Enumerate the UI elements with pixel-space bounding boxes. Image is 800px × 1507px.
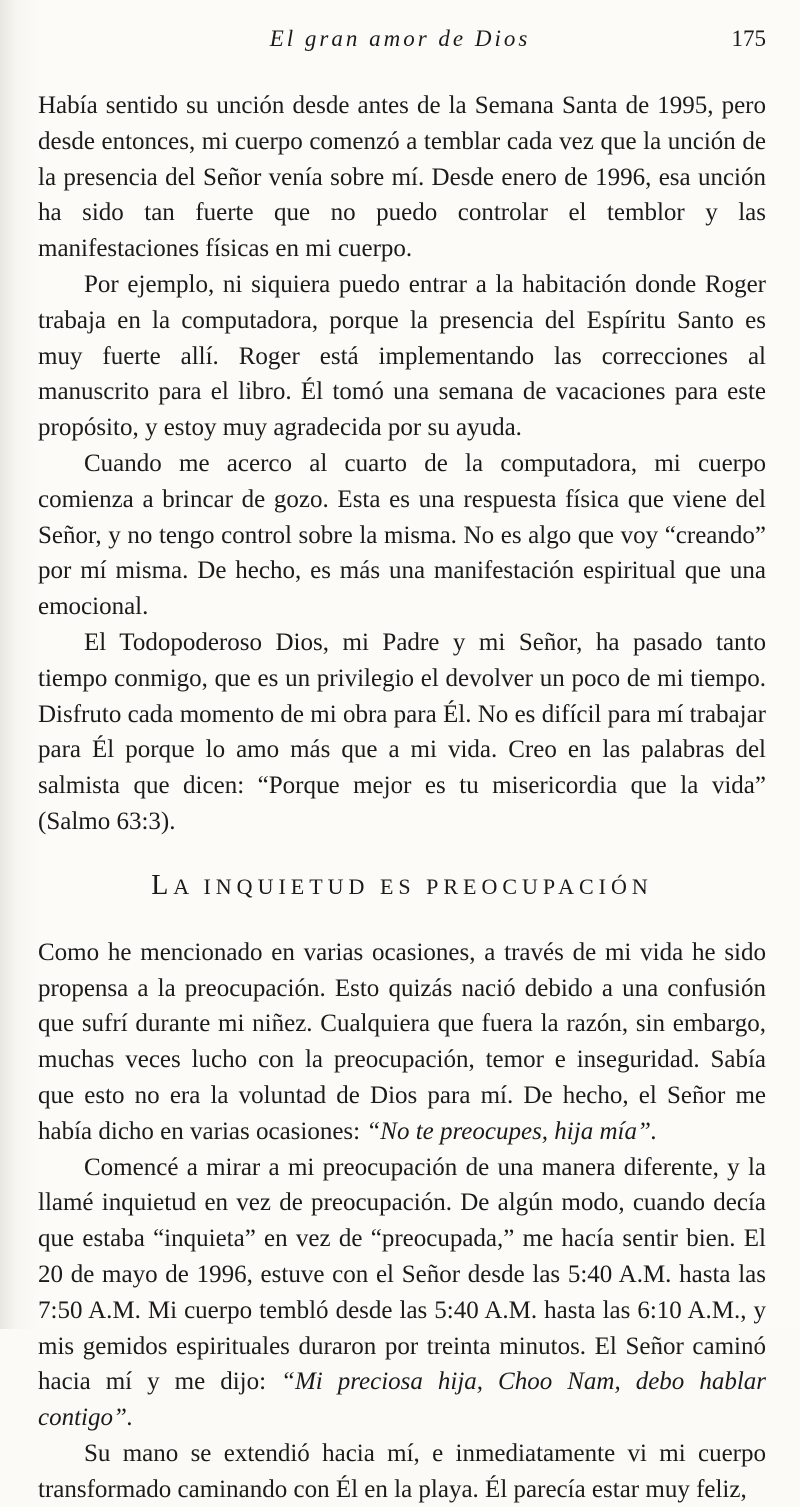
paragraph: Su mano se extendió hacia mí, e inmediatamente vi mi cuerpo transformado caminando con Él en la playa. Él parecía estar muy feliz, (38, 1439, 766, 1503)
quote: “Mi preciosa hija, Choo Nam, debo hablar contigo”. (38, 1368, 766, 1432)
paragraph: Por ejemplo, ni siquiera puedo entrar a la habitación donde Roger trabaja en la computadora, porque la presencia del Espíritu Santo es muy fuerte allí. Roger está implementando las correcciones al manuscrito para el libro. Él tomó una semana de vacaciones para este propósito, y estoy muy agradecida por su ayuda. (38, 270, 766, 442)
heading-rest: A INQUIETUD ES PREOCUPACIÓN (173, 873, 653, 899)
paragraph (38, 935, 766, 1150)
paragraph: Había sentido su unción desde antes de la Semana Santa de 1995, pero desde entonces, mi cuerpo comenzó a temblar cada vez que la unción de la presencia del Señor venía sobre mí. Desde enero de 1996, esa unción ha sido tan fuerte que no puedo controlar el temblor y las manifestaciones físicas en mi cuerpo. (38, 92, 766, 263)
paragraph-text: Como he mencionado en varias ocasiones, a través de mi vida he sido propensa a la preocupación. Esto quizás nació debido a una confusión que sufrí durante mi niñez. Cualquiera que fuera la razón, sin embargo, muchas veces lucho con la preocupación, temor e inseguridad. Sabía que esto no era la voluntad de Dios para mí. De hecho, el Señor me había dicho en varias ocasiones: (38, 938, 766, 1145)
quote: “No te preocupes, hija mía”. (366, 1117, 658, 1145)
paragraph: Cuando me acerco al cuarto de la computadora, mi cuerpo comienza a brincar de gozo. Esta es una respuesta física que viene del Señor, y no tengo control sobre la misma. No es algo que voy “creando” por mí misma. De hecho, es más una manifestación espiritual que una emocional. (38, 449, 766, 621)
paragraph: El Todopoderoso Dios, mi Padre y mi Señor, ha pasado tanto tiempo conmigo, que es un privilegio el devolver un poco de mi tiempo. Disfruto cada momento de mi obra para Él. No es difícil para mí trabajar para Él porque lo amo más que a mi vida. Creo en las palabras del salmista que dicen: “Porque mejor es tu misericordia que la vida” (Salmo 63:3). (38, 628, 766, 835)
page-number: 175 (731, 26, 766, 51)
section-heading (38, 868, 766, 905)
paragraph (38, 1150, 766, 1436)
running-title: El gran amor de Dios (269, 26, 531, 51)
body-text (38, 88, 766, 1507)
running-head (0, 22, 800, 56)
heading-initial: L (151, 869, 174, 901)
paragraph-text: Comencé a mirar a mi preocupación de una manera diferente, y la llamé inquietud en vez de preocupación. De algún modo, cuando decía que estaba “inquieta” en vez de “preocupada,” me hacía sentir bien. El 20 de mayo de 1996, estuve con el Señor desde las 5:40 A.M. hasta las 7:50 A.M. Mi cuerpo tembló desde las 5:40 A.M. hasta las 6:10 A.M., y mis gemidos espirituales duraron por treinta minutos. El Señor caminó hacia mí y me dijo: (38, 1153, 766, 1396)
